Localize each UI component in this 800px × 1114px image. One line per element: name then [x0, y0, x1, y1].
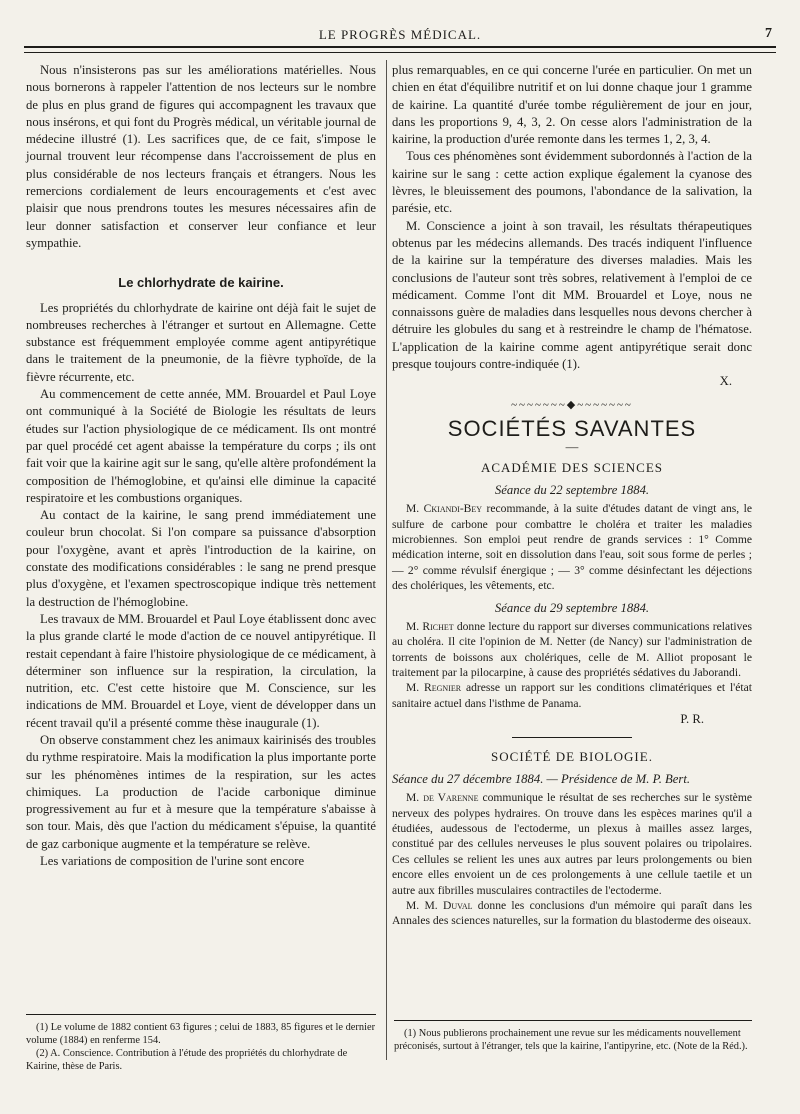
footnote-rule: [26, 1014, 376, 1015]
report-signature: P. R.: [680, 712, 704, 727]
footnote: (1) Le volume de 1882 contient 63 figures ; celui de 1883, 85 figures et le dernier volume (1884) en renferme 154.: [26, 1022, 376, 1046]
paragraph: Les travaux de MM. Brouardel et Paul Loye établissent donc avec la plus grande clarté le mode d'action de ce nouvel antipyrétique. Il restait cependant à faire l'histoire physiologique de ce médicament, à déterminer son influence sur la respiration, la circulation, la nutrition, etc. C'est cette histoire que M. Conscience, sur les indications de MM. Brouardel et Loye, vient de développer dans un récent travail qu'il a présenté comme thèse inaugurale (1).: [26, 611, 376, 730]
entry-text: donne les conclusions d'un mémoire qui paraît dans les Annales des sciences naturelles, sur la formation du blastoderme des oiseaux.: [392, 899, 752, 928]
left-footnotes: [26, 1014, 376, 1073]
heading-dash: —: [565, 440, 579, 455]
session-entry: [392, 501, 752, 593]
section-rule: [512, 737, 632, 738]
speaker-name: M. Ckiandi-Bey: [406, 502, 483, 516]
footnote-rule: [394, 1020, 752, 1021]
section-heading: SOCIÉTÉS SAVANTES: [447, 415, 697, 441]
entry-text: recommande, à la suite d'études datant de vingt ans, le sulfure de carbone pour combattre le choléra et traiter les maladies microbiennes. Son emploi peut rendre de grands services : 1° Comme médication interne, soit en dissolution dans l'eau, soit sous forme de perles ; — 2° comme révulsif énergique ; — 3° comme désinfectant les déjections des cholériques, les vêtements, etc.: [392, 502, 752, 593]
paragraph: Au contact de la kairine, le sang prend immédiatement une couleur brun chocolat. Si l'on compare sa puissance d'absorption pour l'oxygène, avant et après l'introduction de la kairine, on constate des modifications considérables : le sang ne prend presque plus d'oxygène, et l'examen spectroscopique indique très nettement la destruction de l'hémoglobine.: [26, 508, 376, 609]
session-date: Séance du 22 septembre 1884.: [494, 482, 650, 497]
entry-text: donne lecture du rapport sur diverses communications relatives au choléra. Il cite l'opinion de M. Netter (de Nancy) sur l'administration de torrents de boissons aux cholériques, celle de M. Alliot proposant le traitement par la pilocarpine, à cause des propriétés sédatives du Jaborandi.: [392, 619, 753, 680]
paragraph: M. Conscience a joint à son travail, les résultats thérapeutiques obtenus par les médecins allemands. Des tracés indiquent l'influence de la kairine sur la température des diverses maladies. Mais les conclusions de l'auteur sont très sobres, relativement à l'emploi de ce médicament. Comme l'ont dit MM. Brouardel et Loye, nous ne connaissons guère de maladies dans lesquelles nous devons chercher à détruire les globules du sang et à restreindre le champ de l'hématose. L'application de la kairine comme agent antipyrétique serait donc presque toujours contre-indiquée (1).: [392, 218, 752, 372]
right-column: [392, 62, 752, 929]
session-date: Séance du 29 septembre 1884.: [494, 600, 650, 615]
paragraph: On observe constamment chez les animaux kairinisés des troubles du rythme respiratoire. Mais la modification la plus importante porte sur les phénomènes intimes de la respiration, sur les actes chimiques. La production de l'acide carbonique diminue progressivement au fur et à mesure que la température s'abaisse à son tour. Mais, dès que l'action du médicament s'épuise, la quantité de gaz carbonique augmente et la température se relève.: [26, 732, 376, 851]
session-entry: [392, 790, 752, 898]
header-rule: [24, 46, 776, 53]
footnote: (2) A. Conscience. Contribution à l'étude des propriétés du chlorhydrate de Kairine, thèse de Paris.: [26, 1048, 348, 1072]
speaker-name: M. de Varenne: [406, 791, 479, 805]
paragraph: Nous n'insisterons pas sur les améliorations matérielles. Nous nous bornerons à rappeler l'attention de nos lecteurs sur le nombre de plus en plus grand de figures qui accompagnent les travaux que nous insérons, et qui font du Progrès médical, un véritable journal de médecine illustré (1). Les sacrifices que, de ce fait, s'impose le journal trouvent leur récompense dans l'accroissement de plus en plus considérable de nos lecteurs français et étrangers. Nous les remercions cordialement de leurs encouragements et c'est avec plaisir que nous prendrons toutes les mesures nécessaires afin de leur donner satisfaction et conserver leur confiance et leur sympathie.: [26, 63, 376, 250]
page-number: 7: [765, 26, 772, 41]
left-column: [26, 62, 376, 870]
page-header: [24, 26, 776, 46]
session-entry: [392, 898, 752, 929]
entry-text: adresse un rapport sur les conditions climatériques et l'état sanitaire actuel dans l'isthme de Panama.: [392, 681, 752, 710]
running-title: LE PROGRÈS MÉDICAL.: [318, 27, 482, 42]
paragraph: Les variations de composition de l'urine sont encore: [40, 854, 305, 869]
society-heading: SOCIÉTÉ DE BIOLOGIE.: [491, 748, 653, 764]
ornament-divider: ~~~~~~~◆~~~~~~~: [511, 398, 633, 411]
paragraph: Au commencement de cette année, MM. Brouardel et Paul Loye ont communiqué à la Société de Biologie les résultats de leurs études sur l'action physiologique de ce médicament. Ils ont montré par quel procédé cet agent abaisse la température du corps ; ils ont fait voir que la kairine agit sur le sang, qu'elle altère profondément la composition de l'hémoglobine, et qu'ainsi elle diminue la capacité respiratoire et les combustions organiques.: [26, 387, 377, 505]
session-entry: [392, 680, 752, 711]
article-title: Le chlorhydrate de kairine.: [118, 275, 284, 291]
paragraph: Les propriétés du chlorhydrate de kairine ont déjà fait le sujet de nombreuses recherches à l'étranger et surtout en Allemagne. Cette substance est fréquemment employée comme agent antipyrétique dans le traitement de la pneumonie, de la fièvre typhoïde, de la fièvre récurrente, etc.: [26, 300, 376, 384]
speaker-name: M. Regnier: [406, 681, 462, 695]
entry-text: communique le résultat de ses recherches sur le système nerveux des polypes hydraires. On trouve dans les espèces marines qu'il a étudiées, audessous de l'ectoderme, un plexus à mailles assez larges, constitué par des cellules nerveuses le plus souvent polaires ou tripolaires. Ces cellules se relient les unes aux autres par leurs prolongements ou bien encore elles envoient un de ces prolongements à une cellule taetile et un autre aux fibrilles musculaires contractiles de l'ectoderme.: [392, 791, 752, 897]
speaker-name: M. M. Duval: [406, 899, 473, 913]
article-signature: X.: [719, 374, 732, 389]
speaker-name: M. Richet: [406, 619, 454, 633]
footnote: (1) Nous publierons prochainement une revue sur les médicaments nouvellement préconisés, surtout à l'étranger, tels que la kairine, l'antipyrine, etc. (Note de la Réd.).: [394, 1028, 748, 1052]
paragraph: plus remarquables, en ce qui concerne l'urée en particulier. On met un chien en état d'équilibre nutritif et on lui donne chaque jour 1 gramme de kairine. La quantité d'urée tombe régulièrement de jour en jour, dans les proportions 9, 4, 3, 2. On cesse alors l'administration de la kairine, la production d'urée remonte dans les termes 1, 2, 3, 4.: [392, 63, 752, 147]
society-heading: ACADÉMIE DES SCIENCES: [480, 459, 664, 475]
right-footnotes: [394, 1020, 752, 1053]
column-divider: [386, 60, 387, 1060]
paragraph: Tous ces phénomènes sont évidemment subordonnés à l'action de la kairine sur le sang : cette action explique également la cyanose des lèvres, le bleuissement des poumons, l'abondance de la salivation, la parésie, etc.: [392, 149, 752, 216]
session-entry: [392, 619, 752, 681]
session-date: Séance du 27 décembre 1884. — Présidence de M. P. Bert.: [392, 771, 691, 786]
